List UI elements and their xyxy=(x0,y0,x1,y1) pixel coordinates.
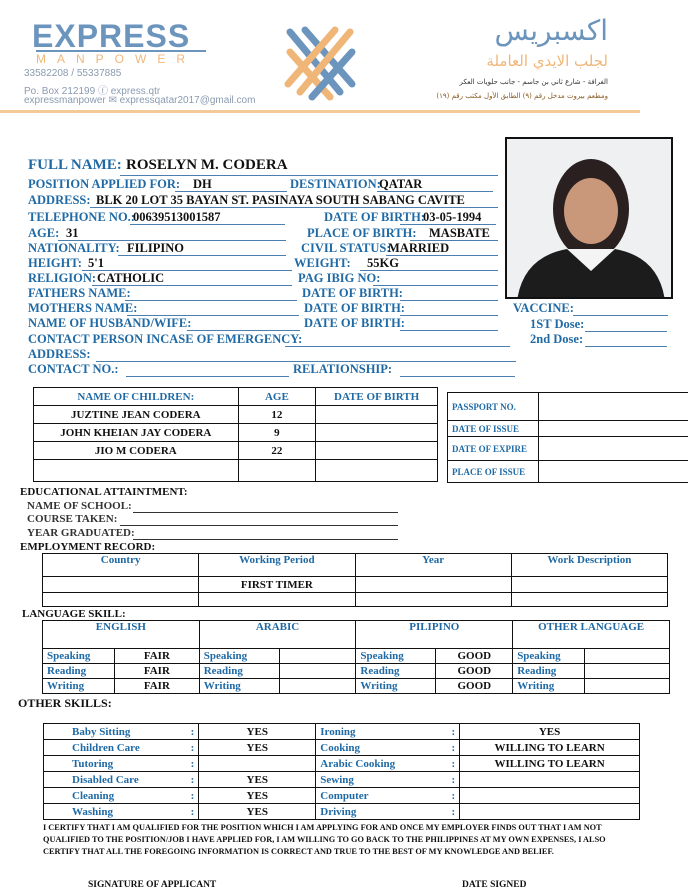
passport-value[interactable] xyxy=(538,421,688,437)
education-title: EDUCATIONAL ATTAINTMENT: xyxy=(20,486,188,498)
civil-status-label: CIVIL STATUS: xyxy=(301,241,391,255)
position-label: POSITION APPLIED FOR: xyxy=(28,177,181,191)
employment-header-row xyxy=(43,554,668,577)
mothers-name-label: MOTHERS NAME: xyxy=(28,301,138,315)
table-row xyxy=(44,788,640,804)
nationality-field[interactable] xyxy=(118,255,286,256)
table-row xyxy=(44,772,640,788)
social-text: expressmanpower ✉ expressqatar2017@gmail.com xyxy=(24,95,256,106)
nationality-label: NATIONALITY: xyxy=(28,241,120,255)
colon-separator: : xyxy=(187,740,199,756)
weight-field[interactable] xyxy=(360,270,498,271)
employment-header-cell: Work Description xyxy=(511,554,667,577)
skill-label: Speaking xyxy=(356,649,436,664)
position-field[interactable] xyxy=(175,191,287,192)
facebook-text: express.qtr xyxy=(110,86,161,97)
children-cell[interactable] xyxy=(316,424,438,442)
skill-value[interactable]: YES xyxy=(199,772,316,788)
employment-title: EMPLOYMENT RECORD: xyxy=(20,541,156,553)
date-of-birth-value: 03-05-1994 xyxy=(423,210,482,224)
children-cell[interactable] xyxy=(238,460,316,482)
first-dose-label: 1ST Dose: xyxy=(530,317,585,331)
logo-emblem-icon xyxy=(280,22,362,102)
skill-label: Writing xyxy=(356,679,436,694)
language-header-cell: ARABIC xyxy=(199,621,356,649)
destination-field[interactable] xyxy=(377,191,493,192)
children-header-row xyxy=(34,388,438,406)
logo-subtitle: MANPOWER xyxy=(36,50,206,66)
mother-dob-label: DATE OF BIRTH: xyxy=(304,301,405,315)
address-field[interactable] xyxy=(90,207,498,208)
table-row xyxy=(44,756,640,772)
passport-label: PLACE OF ISSUE xyxy=(448,461,539,483)
skill-value[interactable] xyxy=(460,788,640,804)
pag-ibig-label: PAG IBIG NO: xyxy=(298,271,381,285)
spouse-dob-field[interactable] xyxy=(400,330,498,331)
skill-name: Driving xyxy=(316,804,448,820)
table-row xyxy=(34,406,438,424)
language-header-row xyxy=(43,621,670,649)
second-dose-label: 2nd Dose: xyxy=(530,332,584,346)
phone-text: 33582208 / 55337885 xyxy=(24,68,122,79)
skill-name: Children Care xyxy=(44,740,187,756)
full-name-field[interactable] xyxy=(120,175,498,176)
skill-value[interactable]: WILLING TO LEARN xyxy=(460,756,640,772)
arabic-address-2: ومطعم بيروت مدخل رقم (٩) الطابق الأول مكتب رقم (١٩) xyxy=(436,92,608,100)
skill-name: Cooking xyxy=(316,740,448,756)
children-header-cell: DATE OF BIRTH xyxy=(316,388,438,406)
employment-header-cell: Country xyxy=(43,554,199,577)
passport-value[interactable] xyxy=(538,437,688,461)
children-cell[interactable]: JUZTINE JEAN CODERA xyxy=(34,406,239,424)
vaccine-label: VACCINE: xyxy=(513,301,574,315)
skill-level[interactable]: FAIR xyxy=(115,679,200,694)
table-row xyxy=(34,424,438,442)
employment-header-cell: Working Period xyxy=(199,554,355,577)
skill-level[interactable] xyxy=(279,664,356,679)
children-cell[interactable] xyxy=(316,406,438,424)
date-signed-label: DATE SIGNED xyxy=(462,880,527,890)
emergency-contact-field[interactable] xyxy=(285,346,510,347)
vaccine-field[interactable] xyxy=(573,315,668,316)
skill-label: Writing xyxy=(513,679,585,694)
address-value: BLK 20 LOT 35 BAYAN ST. PASINAYA SOUTH SABANG CAVITE xyxy=(96,193,465,207)
full-name-value: ROSELYN M. CODERA xyxy=(126,157,288,173)
passport-value[interactable] xyxy=(538,461,688,483)
course-label: COURSE TAKEN: xyxy=(27,513,118,525)
colon-separator: : xyxy=(447,756,459,772)
employment-table xyxy=(42,553,668,607)
skill-value[interactable] xyxy=(199,756,316,772)
table-row xyxy=(43,577,668,593)
logo-text: EXPRESS xyxy=(32,18,191,54)
skill-level[interactable]: FAIR xyxy=(115,649,200,664)
destination-value: QATAR xyxy=(379,177,423,191)
skill-label: Speaking xyxy=(199,649,279,664)
civil-status-field[interactable] xyxy=(386,255,498,256)
full-name-label: FULL NAME: xyxy=(28,157,122,173)
children-table xyxy=(33,387,438,482)
skill-name: Cleaning xyxy=(44,788,187,804)
telephone-value: 00639513001587 xyxy=(133,210,221,224)
date-of-birth-field[interactable] xyxy=(400,224,496,225)
civil-status-value: MARRIED xyxy=(388,241,450,255)
language-header-cell: OTHER LANGUAGE xyxy=(513,621,670,649)
skill-level[interactable] xyxy=(279,649,356,664)
children-cell[interactable] xyxy=(316,442,438,460)
skill-level[interactable] xyxy=(279,679,356,694)
children-cell[interactable] xyxy=(316,460,438,482)
employment-cell[interactable] xyxy=(43,577,199,593)
skill-value[interactable] xyxy=(460,772,640,788)
language-table xyxy=(42,620,670,694)
employment-cell[interactable] xyxy=(43,593,199,607)
table-row xyxy=(448,393,688,421)
destination-label: DESTINATION: xyxy=(290,177,381,191)
skill-level[interactable] xyxy=(585,664,670,679)
skill-label: Speaking xyxy=(43,649,115,664)
language-header-cell: ENGLISH xyxy=(43,621,200,649)
colon-separator: : xyxy=(447,788,459,804)
employment-cell[interactable] xyxy=(511,577,667,593)
skill-name: Washing xyxy=(44,804,187,820)
table-row xyxy=(44,804,640,820)
passport-value[interactable] xyxy=(538,393,688,421)
children-cell[interactable]: JOHN KHEIAN JAY CODERA xyxy=(34,424,239,442)
position-value: DH xyxy=(193,177,212,191)
children-cell[interactable]: JIO M CODERA xyxy=(34,442,239,460)
skill-level[interactable]: GOOD xyxy=(436,649,513,664)
colon-separator: : xyxy=(447,772,459,788)
father-dob-field[interactable] xyxy=(400,300,498,301)
age-label: AGE: xyxy=(28,226,60,240)
skill-level[interactable]: FAIR xyxy=(115,664,200,679)
certification-text: I CERTIFY THAT I AM QUALIFIED FOR THE POSITION WHICH I AM APPLYING FOR AND ONCE MY EMPLOYER FINDS OUT THAT I AM NOT QUALIFIED TO THE POSITION/JOB I HAVE APPLIED FOR, I AM WILLING TO GO BACK TO THE PHILIPPINES AT MY OWN EXPENSES, I ALSO CERTIFY THAT ALL THE FOREGOING INFORMATION IS CORRECT AND TRUE TO THE BEST OF MY KNOWLEDGE AND BELIEF. xyxy=(43,823,606,856)
skill-label: Writing xyxy=(199,679,279,694)
employment-header-cell: Year xyxy=(355,554,511,577)
table-row xyxy=(34,460,438,482)
skill-label: Reading xyxy=(513,664,585,679)
table-row xyxy=(448,421,688,437)
weight-label: WEIGHT: xyxy=(294,256,351,270)
year-graduated-label: YEAR GRADUATED: xyxy=(27,527,135,539)
table-row xyxy=(448,437,688,461)
contact-no-field[interactable] xyxy=(126,376,289,377)
colon-separator: : xyxy=(447,804,459,820)
skill-level[interactable] xyxy=(585,679,670,694)
table-row xyxy=(448,461,688,483)
skill-name: Baby Sitting xyxy=(44,724,187,740)
second-dose-field[interactable] xyxy=(585,346,667,347)
employment-cell[interactable] xyxy=(511,593,667,607)
language-title: LANGUAGE SKILL: xyxy=(22,608,126,620)
place-of-birth-label: PLACE OF BIRTH: xyxy=(307,226,417,240)
telephone-label: TELEPHONE NO.: xyxy=(28,210,135,224)
date-of-birth-label: DATE OF BIRTH: xyxy=(324,210,425,224)
letterhead xyxy=(0,0,688,113)
father-dob-label: DATE OF BIRTH: xyxy=(302,286,403,300)
skill-label: Writing xyxy=(43,679,115,694)
skill-name: Sewing xyxy=(316,772,448,788)
arabic-logo-text: اكسبريس xyxy=(494,14,608,47)
colon-separator: : xyxy=(187,756,199,772)
course-field[interactable] xyxy=(120,525,398,526)
skill-value[interactable] xyxy=(460,804,640,820)
emergency-contact-label: CONTACT PERSON INCASE OF EMERGENCY: xyxy=(28,332,303,346)
children-header-cell: AGE xyxy=(238,388,316,406)
colon-separator: : xyxy=(447,740,459,756)
colon-separator: : xyxy=(187,724,199,740)
colon-separator: : xyxy=(187,788,199,804)
children-cell[interactable]: 9 xyxy=(238,424,316,442)
mother-dob-field[interactable] xyxy=(400,315,498,316)
other-skills-title: OTHER SKILLS: xyxy=(18,696,112,710)
header-divider xyxy=(0,110,640,113)
fathers-name-label: FATHERS NAME: xyxy=(28,286,131,300)
skill-value[interactable]: YES xyxy=(199,804,316,820)
nationality-value: FILIPINO xyxy=(127,241,184,255)
children-cell[interactable]: 22 xyxy=(238,442,316,460)
skill-name: Ironing xyxy=(316,724,448,740)
passport-table xyxy=(447,392,688,483)
weight-value: 55KG xyxy=(367,256,399,270)
email-text: expressqatar2017@gmail.com xyxy=(119,95,256,106)
skill-name: Arabic Cooking xyxy=(316,756,448,772)
table-row xyxy=(43,679,670,694)
arabic-subtitle: لجلب الايدي العاملة xyxy=(486,52,608,70)
applicant-photo xyxy=(505,137,673,299)
employment-cell[interactable] xyxy=(355,593,511,607)
age-value: 31 xyxy=(66,226,79,240)
skill-value[interactable]: YES xyxy=(199,788,316,804)
religion-label: RELIGION: xyxy=(28,271,97,285)
skill-value[interactable]: YES xyxy=(199,740,316,756)
first-dose-field[interactable] xyxy=(585,331,667,332)
spouse-name-label: NAME OF HUSBAND/WIFE: xyxy=(28,316,192,330)
table-row xyxy=(43,649,670,664)
school-label: NAME OF SCHOOL: xyxy=(27,500,132,512)
emergency-address-label: ADDRESS: xyxy=(28,347,91,361)
arabic-address-1: الغرافة - شارع ثاني بن جاسم - جانب حلويات العكر xyxy=(459,78,608,86)
employment-cell[interactable] xyxy=(355,577,511,593)
table-row xyxy=(43,664,670,679)
passport-label: DATE OF ISSUE xyxy=(448,421,539,437)
skill-value[interactable]: YES xyxy=(460,724,640,740)
fathers-name-field[interactable] xyxy=(125,300,297,301)
person-photo-icon xyxy=(507,139,673,299)
colon-separator: : xyxy=(447,724,459,740)
religion-value: CATHOLIC xyxy=(97,271,165,285)
relationship-label: RELATIONSHIP: xyxy=(293,362,393,376)
skill-label: Reading xyxy=(43,664,115,679)
relationship-field[interactable] xyxy=(400,376,515,377)
place-of-birth-value: MASBATE xyxy=(429,226,490,240)
table-row xyxy=(34,442,438,460)
skill-name: Disabled Care xyxy=(44,772,187,788)
children-cell[interactable]: 12 xyxy=(238,406,316,424)
language-header-cell: PILIPINO xyxy=(356,621,513,649)
skill-name: Computer xyxy=(316,788,448,804)
children-cell[interactable] xyxy=(34,460,239,482)
contact-no-label: CONTACT NO.: xyxy=(28,362,119,376)
skill-value[interactable]: YES xyxy=(199,724,316,740)
passport-label: PASSPORT NO. xyxy=(448,393,539,421)
height-label: HEIGHT: xyxy=(28,256,82,270)
table-row xyxy=(44,724,640,740)
employment-cell[interactable]: FIRST TIMER xyxy=(199,577,355,593)
skill-label: Reading xyxy=(199,664,279,679)
table-row xyxy=(44,740,640,756)
signature-label: SIGNATURE OF APPLICANT xyxy=(88,880,217,890)
passport-label: DATE OF EXPIRE xyxy=(448,437,539,461)
other-skills-table xyxy=(43,723,640,820)
spouse-dob-label: DATE OF BIRTH: xyxy=(304,316,405,330)
children-header-cell: NAME OF CHILDREN: xyxy=(34,388,239,406)
skill-level[interactable] xyxy=(585,649,670,664)
school-field[interactable] xyxy=(133,512,398,513)
skill-label: Speaking xyxy=(513,649,585,664)
skill-level[interactable]: GOOD xyxy=(436,664,513,679)
spouse-name-field[interactable] xyxy=(187,330,300,331)
skill-level[interactable]: GOOD xyxy=(436,679,513,694)
pobox-text: Po. Box 212199 ⓕ express.qtr xyxy=(24,86,161,97)
skill-label: Reading xyxy=(356,664,436,679)
skill-value[interactable]: WILLING TO LEARN xyxy=(460,740,640,756)
table-row xyxy=(43,593,668,607)
address-label: ADDRESS: xyxy=(28,193,91,207)
year-graduated-field[interactable] xyxy=(133,539,398,540)
employment-cell[interactable] xyxy=(199,593,355,607)
skill-name: Tutoring xyxy=(44,756,187,772)
colon-separator: : xyxy=(187,772,199,788)
telephone-field[interactable] xyxy=(130,224,285,225)
colon-separator: : xyxy=(187,804,199,820)
height-value: 5'1 xyxy=(88,256,104,270)
